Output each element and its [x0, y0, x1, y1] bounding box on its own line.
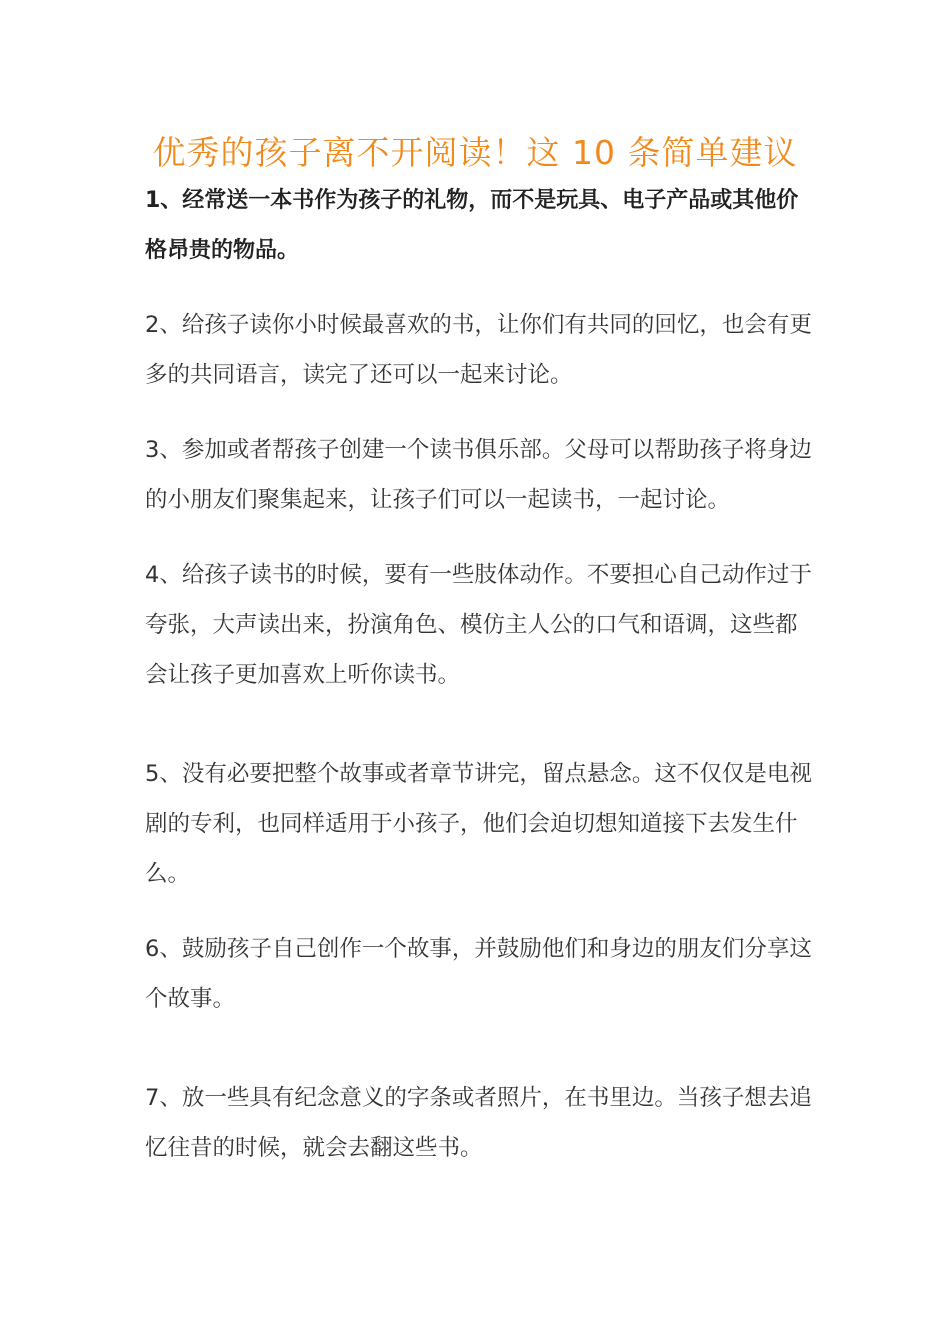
tip-3: 3、参加或者帮孩子创建一个读书俱乐部。父母可以帮助孩子将身边的小朋友们聚集起来，让孩子们可以一起读书，一起讨论。: [145, 437, 812, 513]
tip-7: 7、放一些具有纪念意义的字条或者照片，在书里边。当孩子想去追忆往昔的时候，就会去翻这些书。: [145, 1085, 812, 1161]
page-title: 优秀的孩子离不开阅读！这 10 条简单建议: [152, 133, 798, 172]
tip-6: 6、鼓励孩子自己创作一个故事，并鼓励他们和身边的朋友们分享这个故事。: [145, 936, 812, 1012]
tip-1: 1、经常送一本书作为孩子的礼物，而不是玩具、电子产品或其他价格昂贵的物品。: [145, 188, 799, 263]
tip-5: 5、没有必要把整个故事或者章节讲完，留点悬念。这不仅仅是电视剧的专利，也同样适用于小孩子，他们会迫切想知道接下去发生什么。: [145, 761, 812, 887]
tip-2: 2、给孩子读你小时候最喜欢的书，让你们有共同的回忆，也会有更多的共同语言，读完了还可以一起来讨论。: [145, 312, 812, 388]
tip-4: 4、给孩子读书的时候，要有一些肢体动作。不要担心自己动作过于夸张，大声读出来，扮演角色、模仿主人公的口气和语调，这些都会让孩子更加喜欢上听你读书。: [145, 562, 812, 688]
